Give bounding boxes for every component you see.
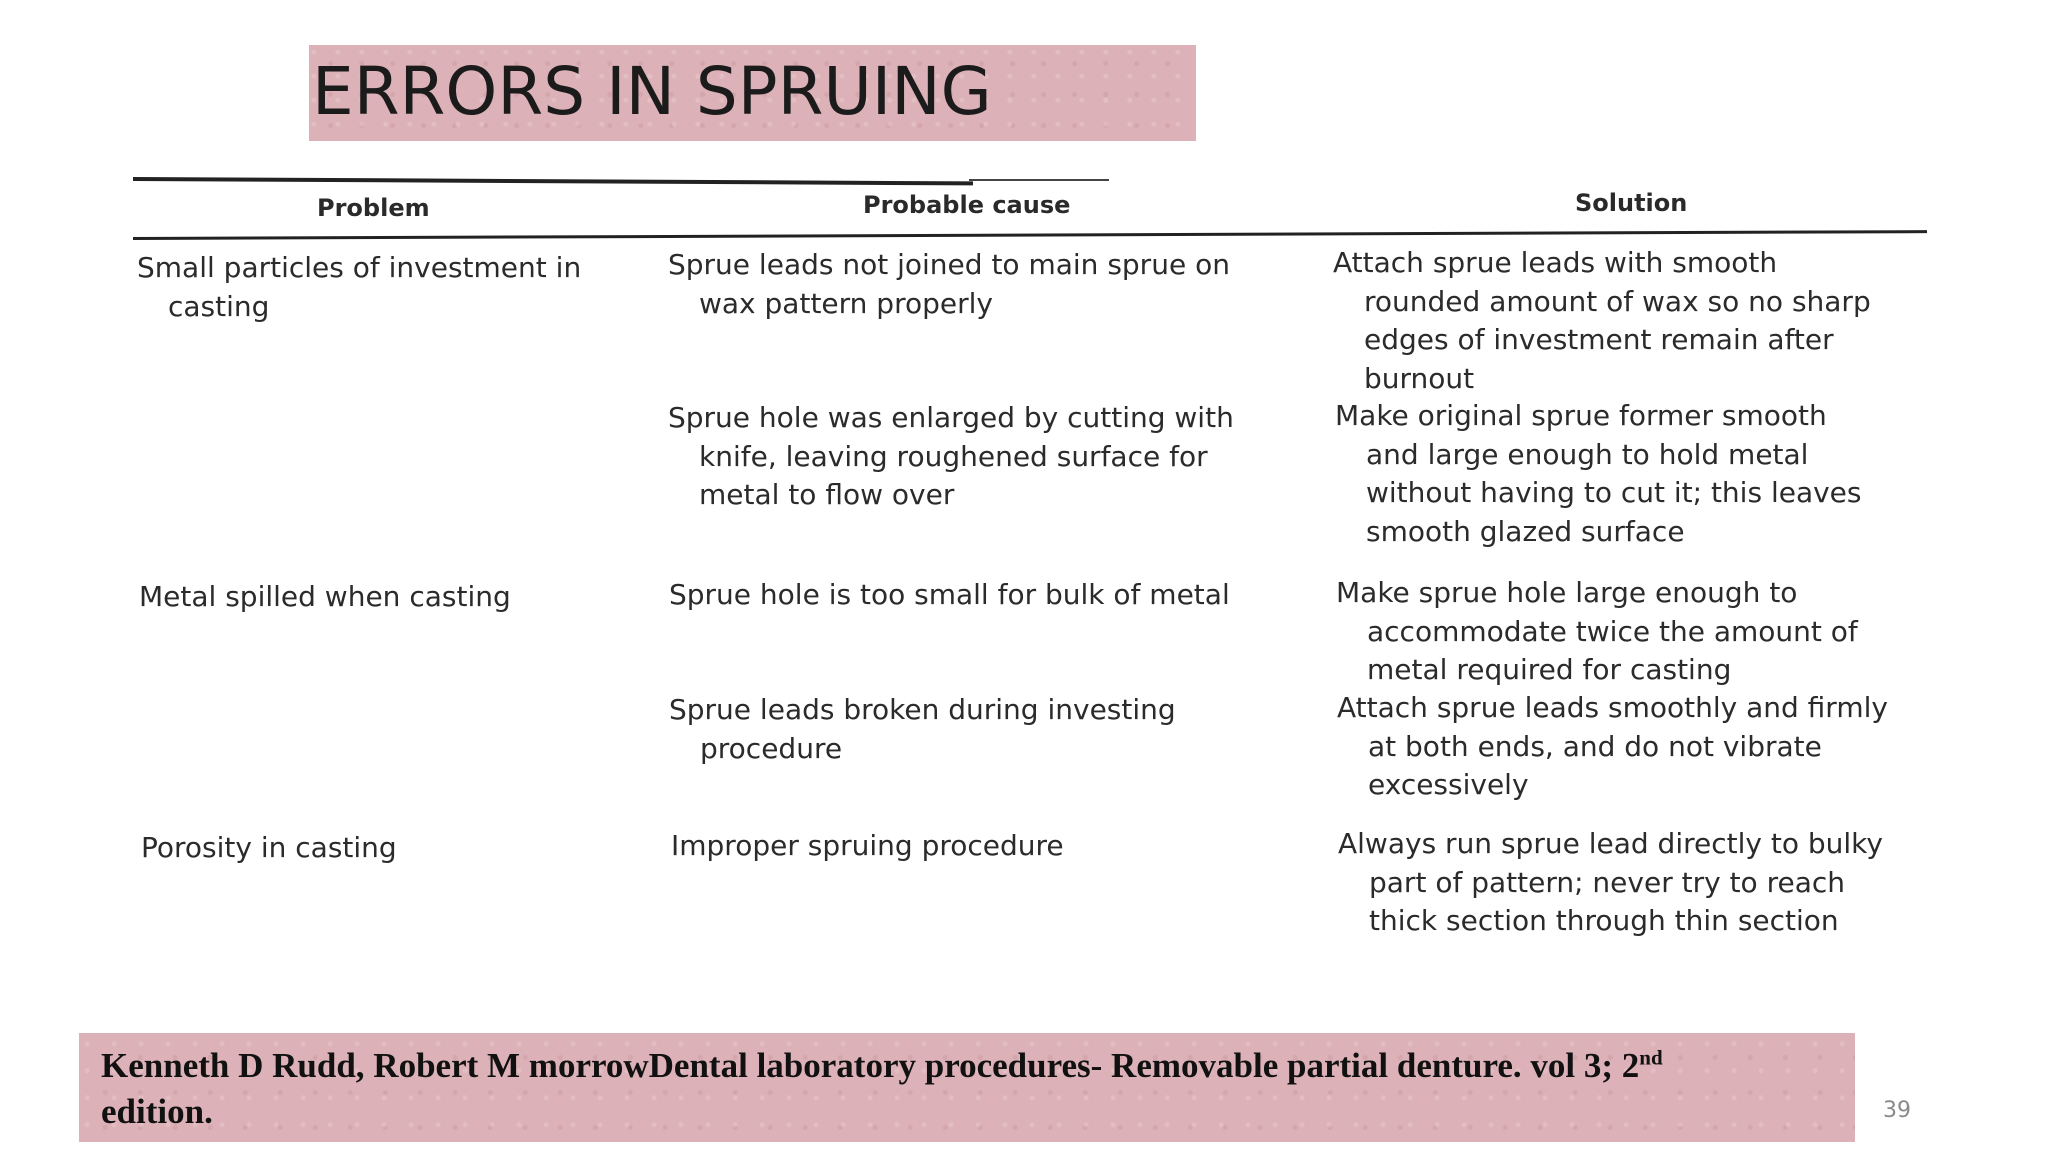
row-2-solution-line-4: smooth glazed surface — [1366, 514, 1685, 548]
row-5-cause — [671, 827, 1064, 866]
row-3-solution-line-2: accommodate twice the amount of — [1367, 614, 1858, 648]
row-2-solution-line-2: and large enough to hold metal — [1366, 437, 1809, 471]
row-2-solution-line-3: without having to cut it; this leaves — [1366, 476, 1862, 509]
table-header-rule — [133, 230, 1927, 240]
row-2-cause — [668, 399, 1234, 515]
row-4-solution-line-2: at both ends, and do not vibrate — [1368, 729, 1822, 763]
page-number: 39 — [1883, 1098, 1911, 1123]
row-5-solution-line-1: Always run sprue lead directly to bulky — [1338, 827, 1883, 860]
table-top-rule — [133, 177, 973, 185]
row-2-cause-line-1: Sprue hole was enlarged by cutting with — [668, 401, 1234, 434]
row-3-solution — [1336, 574, 1858, 690]
row-1-solution-line-2: rounded amount of wax so no sharp — [1364, 284, 1871, 318]
table-top-rule-extension — [969, 179, 1109, 181]
row-2-solution-line-1: Make original sprue former smooth — [1335, 399, 1827, 432]
row-4-solution — [1337, 689, 1888, 805]
row-2-cause-line-3: metal to flow over — [699, 478, 955, 511]
row-4-cause-line-2: procedure — [700, 731, 843, 765]
row-2-solution — [1335, 397, 1862, 551]
row-3-solution-line-1: Make sprue hole large enough to — [1336, 576, 1798, 609]
row-1-cause-line-2: wax pattern properly — [699, 286, 993, 320]
row-5-solution-line-3: thick section through thin section — [1369, 904, 1839, 937]
row-2-cause-line-2: knife, leaving roughened surface for — [699, 439, 1208, 473]
row-5-solution-line-2: part of pattern; never try to reach — [1369, 865, 1845, 899]
header-probable-cause: Probable cause — [863, 191, 1071, 219]
citation-main: Kenneth D Rudd, Robert M morrowDental laboratory procedures- Removable partial denture. vol 3; 2 — [101, 1046, 1640, 1085]
row-3-problem — [139, 578, 511, 617]
header-problem: Problem — [317, 194, 430, 222]
row-4-cause — [669, 691, 1176, 768]
row-1-problem-line-1: Small particles of investment in — [137, 251, 582, 284]
row-3-cause-line-1: Sprue hole is too small for bulk of metal — [669, 578, 1230, 611]
row-1-solution — [1333, 244, 1871, 398]
row-4-cause-line-1: Sprue leads broken during investing — [669, 693, 1176, 726]
row-4-solution-line-1: Attach sprue leads smoothly and firmly — [1337, 691, 1888, 724]
row-1-problem-line-2: casting — [168, 289, 270, 323]
row-1-cause-line-1: Sprue leads not joined to main sprue on — [668, 248, 1230, 281]
row-1-solution-line-4: burnout — [1364, 361, 1475, 395]
citation-end: edition. — [101, 1092, 213, 1131]
row-3-problem-line-1: Metal spilled when casting — [139, 580, 511, 613]
row-5-cause-line-1: Improper spruing procedure — [671, 829, 1064, 862]
row-1-solution-line-1: Attach sprue leads with smooth — [1333, 246, 1778, 279]
row-5-problem-line-1: Porosity in casting — [141, 831, 397, 864]
errors-table — [133, 177, 1933, 957]
row-1-solution-line-3: edges of investment remain after — [1364, 323, 1834, 356]
row-3-solution-line-3: metal required for casting — [1367, 653, 1732, 686]
row-4-solution-line-3: excessively — [1368, 768, 1529, 801]
row-5-solution — [1338, 825, 1883, 941]
header-solution: Solution — [1575, 189, 1688, 217]
slide-title: ERRORS IN SPRUING — [312, 53, 992, 130]
row-1-problem — [137, 249, 581, 326]
citation-superscript: nd — [1639, 1045, 1663, 1070]
row-5-problem — [141, 829, 397, 868]
row-3-cause — [669, 576, 1230, 615]
row-1-cause — [668, 246, 1230, 323]
citation — [101, 1043, 1841, 1135]
